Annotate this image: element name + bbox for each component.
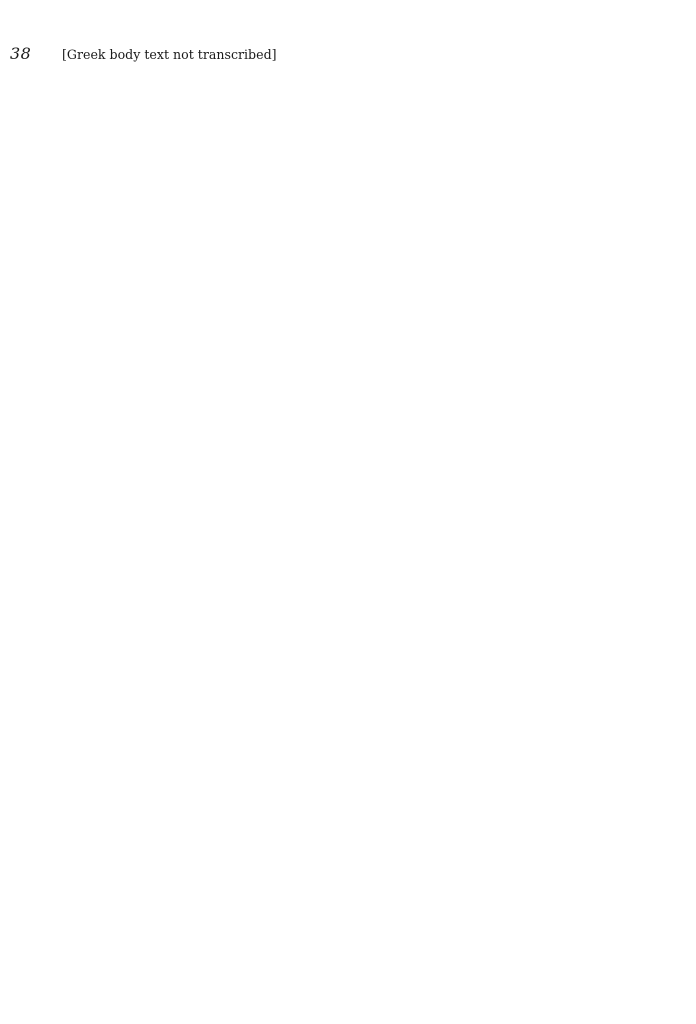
body-text (62, 44, 674, 66)
page-number: 38 (10, 44, 32, 63)
paragraph-1: [Greek body text not transcribed] (62, 47, 277, 62)
